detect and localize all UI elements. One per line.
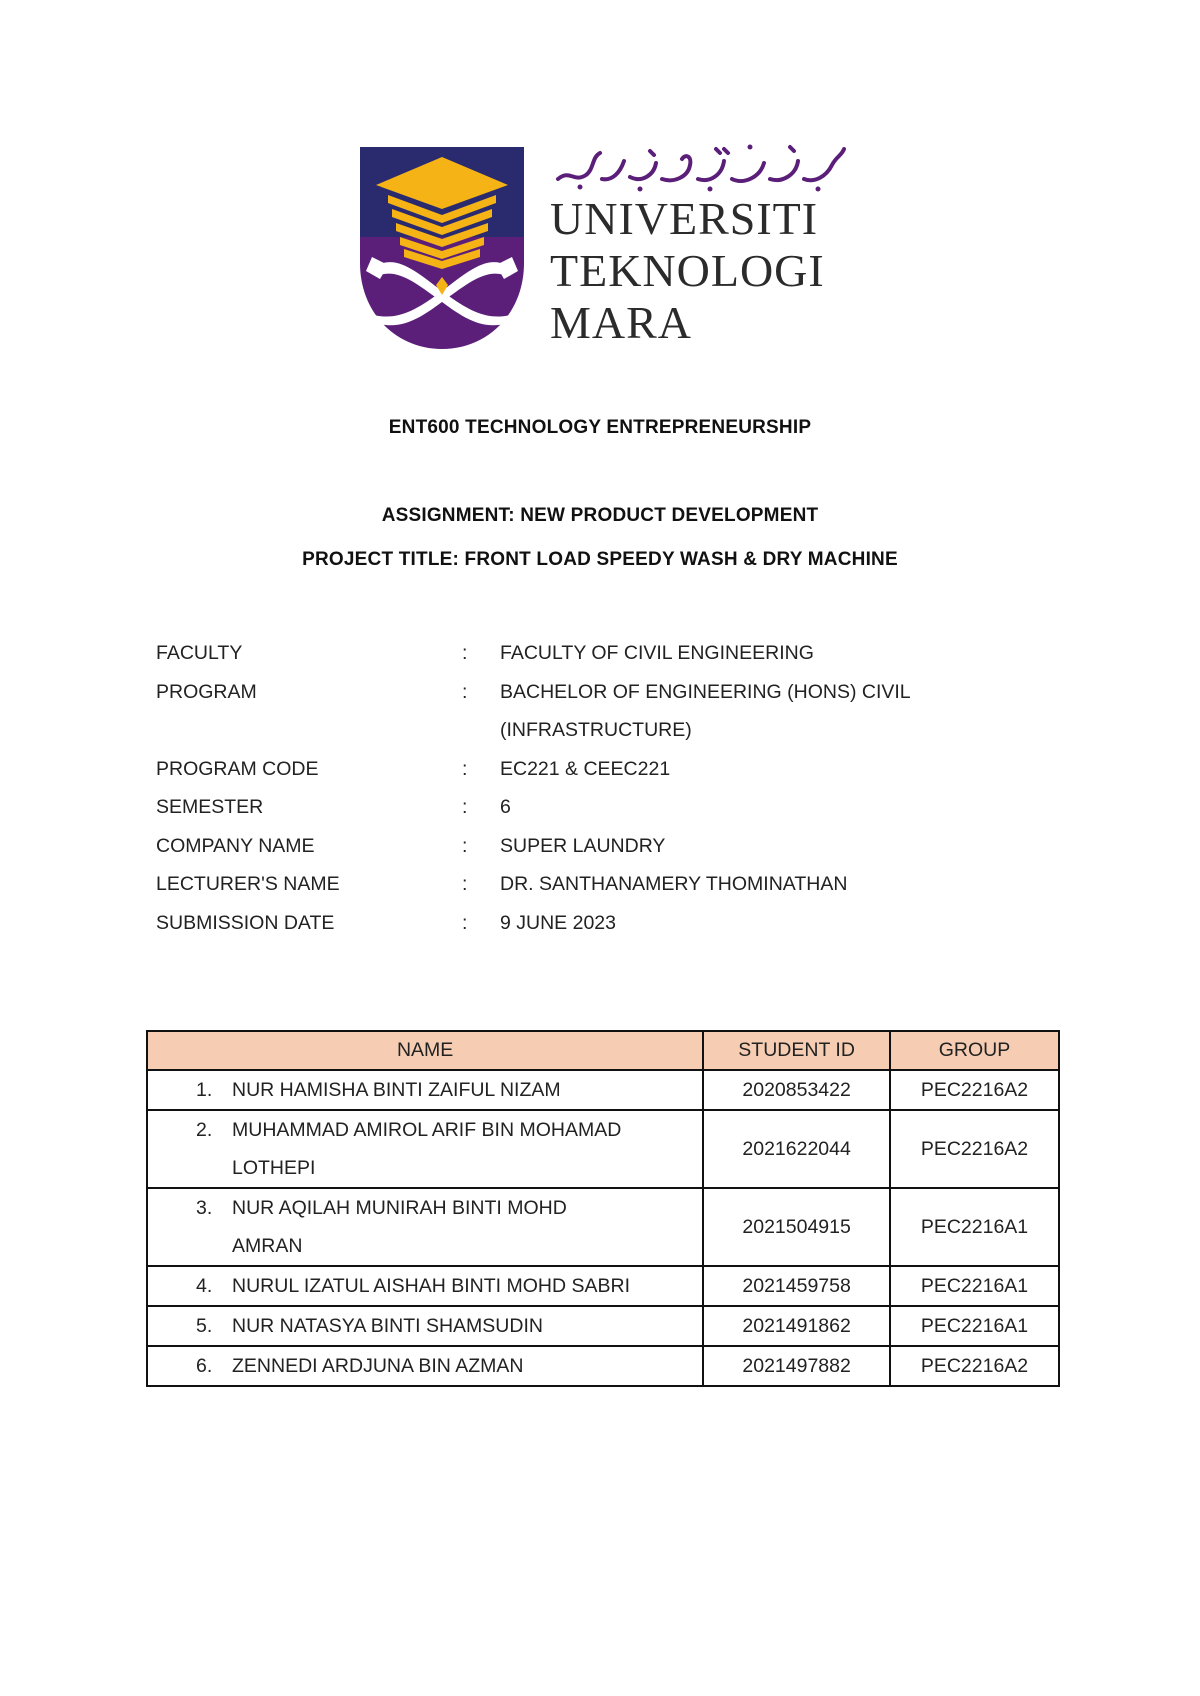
row-number: 6. [196,1355,213,1377]
university-name-line-3: MARA [550,297,693,348]
info-label: SEMESTER [156,796,264,818]
info-colon: : [462,873,468,895]
assignment-title: ASSIGNMENT: NEW PRODUCT DEVELOPMENT [381,505,819,526]
info-colon: : [462,911,468,934]
group-cell: PEC2216A2 [890,1110,1059,1188]
info-value: 6 [500,796,511,818]
info-value: FACULTY OF CIVIL ENGINEERING [500,642,814,664]
table-row [147,1070,1059,1110]
info-value: BACHELOR OF ENGINEERING (HONS) CIVIL [500,680,911,703]
name-cell [147,1188,703,1266]
info-colon: : [462,834,468,857]
university-name [550,193,825,349]
members-table [146,1030,1060,1387]
info-row-program-cont [156,711,1036,750]
student-name-line: AMRAN [232,1235,303,1257]
group-cell: PEC2216A2 [890,1346,1059,1386]
info-colon: : [462,680,468,703]
student-name-line: ZENNEDI ARDJUNA BIN AZMAN [232,1355,524,1377]
header-name: NAME [147,1031,703,1070]
info-row-submission-date [156,904,1036,943]
info-label: SUBMISSION DATE [156,911,335,934]
group-cell: PEC2216A1 [890,1188,1059,1266]
name-cell [147,1266,703,1306]
info-label [156,711,462,750]
info-colon: : [462,642,468,664]
name-cell [147,1110,703,1188]
student-id-cell: 2020853422 [703,1070,890,1110]
table-row [147,1188,1059,1266]
table-header-row [147,1031,1059,1070]
row-number: 1. [196,1079,213,1101]
info-value: SUPER LAUNDRY [500,834,666,857]
logo-jawi-script [550,139,850,193]
table-row [147,1110,1059,1188]
name-cell [147,1070,703,1110]
student-name-line: NURUL IZATUL AISHAH BINTI MOHD SABRI [232,1275,630,1297]
info-row-company [156,827,1036,866]
info-row-program-code [156,750,1036,789]
student-name [232,1307,694,1345]
student-name-line: MUHAMMAD AMIROL ARIF BIN MOHAMAD [232,1119,622,1141]
student-name-line: NUR AQILAH MUNIRAH BINTI MOHD [232,1197,567,1219]
info-label: LECTURER'S NAME [156,873,340,895]
student-id-cell: 2021622044 [703,1110,890,1188]
info-row-program [156,673,1036,712]
table-row [147,1266,1059,1306]
student-name [232,1111,694,1187]
info-colon: : [462,796,468,818]
info-label: COMPANY NAME [156,834,315,857]
group-cell: PEC2216A2 [890,1070,1059,1110]
info-row-faculty [156,634,1036,673]
name-cell [147,1346,703,1386]
table-row [147,1346,1059,1386]
info-label: PROGRAM [156,680,257,703]
student-id-cell: 2021504915 [703,1188,890,1266]
info-block [156,634,1036,942]
course-title: ENT600 TECHNOLOGY ENTREPRENEURSHIP [388,417,812,438]
row-number: 4. [196,1275,213,1297]
info-label: FACULTY [156,642,243,664]
student-name [232,1189,694,1265]
student-name-line: NUR HAMISHA BINTI ZAIFUL NIZAM [232,1079,561,1101]
row-number: 5. [196,1315,213,1337]
student-name [232,1267,694,1305]
student-name-line: NUR NATASYA BINTI SHAMSUDIN [232,1315,543,1337]
info-row-semester [156,788,1036,827]
row-number: 3. [196,1197,213,1219]
info-row-lecturer [156,865,1036,904]
student-name [232,1071,694,1109]
table-row [147,1306,1059,1346]
university-name-line-1: UNIVERSITI [550,193,819,244]
student-id-cell: 2021497882 [703,1346,890,1386]
uitm-logo [358,145,858,355]
project-title: PROJECT TITLE: FRONT LOAD SPEEDY WASH & DRY MACHINE [302,549,898,570]
info-value: DR. SANTHANAMERY THOMINATHAN [500,873,848,895]
group-cell: PEC2216A1 [890,1266,1059,1306]
jawi-lettering-icon [550,139,850,193]
info-value: EC221 & CEEC221 [500,757,671,780]
student-name-line: LOTHEPI [232,1157,316,1179]
student-id-cell: 2021459758 [703,1266,890,1306]
uitm-emblem-icon [358,145,526,351]
university-name-line-2: TEKNOLOGI [550,245,825,296]
info-label: PROGRAM CODE [156,757,319,780]
header-group: GROUP [890,1031,1059,1070]
student-id-cell: 2021491862 [703,1306,890,1346]
name-cell [147,1306,703,1346]
info-colon: : [462,757,468,780]
header-student-id: STUDENT ID [703,1031,890,1070]
info-value: 9 JUNE 2023 [500,911,616,934]
info-colon-spacer [462,711,500,750]
info-value: (INFRASTRUCTURE) [500,719,692,741]
row-number: 2. [196,1119,213,1141]
group-cell: PEC2216A1 [890,1306,1059,1346]
student-name [232,1347,694,1385]
